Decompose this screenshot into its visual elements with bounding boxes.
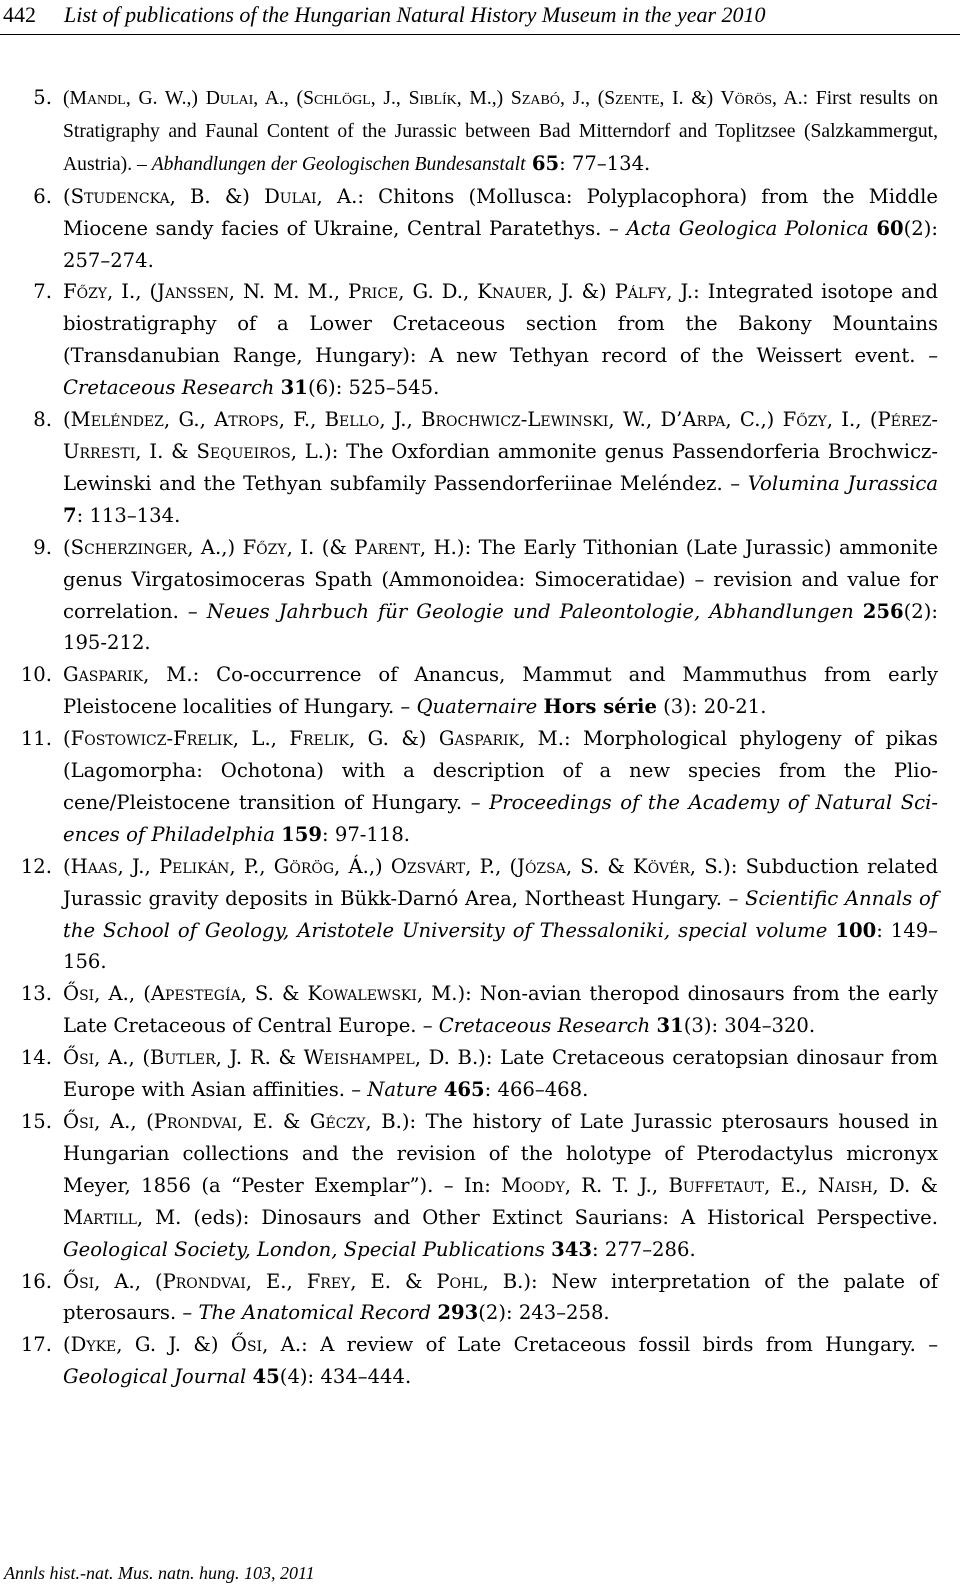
entry-title: : Morphological phylogeny of pikas (Lagomorpha: Ochotona) with a description of a new species from the Pliocene/Pleistocene transition of Hungary. – <box>63 727 938 814</box>
entry-title: : First results on Stratigraphy and Faunal Content of the Jurassic between Bad Mitterndorf and Toplitzsee (Salzkammergut, Austria). – <box>63 88 938 175</box>
entry-volume: 465 <box>443 1078 485 1102</box>
entry-pages: : 113–134. <box>76 503 181 527</box>
publication-entry-16 <box>0 1266 960 1330</box>
entry-journal: Geological Journal <box>63 1365 247 1389</box>
entry-volume: 7 <box>63 503 77 527</box>
entry-pages: : 466–468. <box>484 1078 589 1102</box>
header-rule <box>0 34 960 35</box>
entry-volume: 293 <box>437 1301 479 1325</box>
entry-journal: The Anatomical Record <box>198 1301 432 1325</box>
entry-authors: (Scherzinger, A.,) Főzy, I. (& Parent, H.) <box>63 535 465 559</box>
publication-entry-9 <box>0 532 960 660</box>
entry-authors: (Studencka, B. &) Dulai, A. <box>63 184 358 208</box>
entry-authors: Gasparik, M. <box>63 663 193 687</box>
entry-number: 17. <box>20 1333 52 1357</box>
entry-title: : Integrated isotope and biostratigraphy of a Lower Cretaceous section from the Bakony Mountains (Transdanubian Range, Hungary): A new Tethyan record of the Weissert event. – <box>63 280 938 368</box>
entry-journal: Proceedings of the Academy of Natural Sciences of Philadelphia <box>63 790 938 846</box>
publication-entry-7 <box>0 276 960 404</box>
entry-pages: (3): 304–320. <box>683 1014 816 1038</box>
entry-title: : The Early Tithonian (Late Jurassic) ammonite genus Virgatosimoceras Spath (Ammonoidea: Simoceratidae) – revision and value for correlation. – <box>63 535 938 623</box>
entry-pages: (2): 257–274. <box>63 216 938 272</box>
entry-journal: Volumina Jurassica <box>747 471 939 495</box>
entry-volume: 159 <box>281 822 323 846</box>
entry-number: 15. <box>20 1110 52 1133</box>
entry-number: 10. <box>20 663 52 687</box>
entry-title: : A review of Late Cretaceous fossil birds from Hungary. – <box>301 1333 939 1357</box>
page-header <box>0 0 960 40</box>
entry-volume: 100 <box>835 918 877 942</box>
entry-book-title: (eds): Dinosaurs and Other Extinct Saurians: A Historical Perspective. <box>181 1205 938 1229</box>
entry-journal: Nature <box>367 1078 438 1102</box>
entry-volume: 45 <box>252 1365 280 1389</box>
entry-title: : Non-avian theropod dinosaurs from the early Late Cretaceous of Central Europe. – <box>63 982 938 1038</box>
running-title: List of publications of the Hungarian Natural History Museum in the year 2010 <box>64 2 766 27</box>
publication-entry-5 <box>0 82 960 181</box>
publication-entry-15 <box>0 1106 960 1266</box>
entry-number: 5. <box>33 86 52 109</box>
entry-volume: 65 <box>531 151 560 175</box>
entry-number: 6. <box>33 184 52 208</box>
page-footer: Annls hist.-nat. Mus. natn. hung. 103, 2011 <box>4 1563 315 1583</box>
entry-title: : The Oxfordian ammonite genus Passendorferia Brochwicz-Lewinski and the Tethyan subfamily Passendorferiinae Meléndez. – <box>63 439 938 495</box>
entry-editors: Moody, R. T. J., Buffetaut, E., Naish, D. & Martill, M. <box>63 1173 938 1229</box>
entry-number: 9. <box>33 535 52 559</box>
entry-number: 7. <box>33 280 52 304</box>
entry-volume: 343 <box>551 1237 593 1261</box>
entry-authors: Ősi, A., (Apestegía, S. & Kowalewski, M.) <box>63 982 466 1006</box>
entry-pages: : 277–286. <box>592 1237 696 1261</box>
entry-title: : Co-occurrence of Anancus, Mammut and Mammuthus from early Pleistocene localities of Hungary. – <box>63 663 938 719</box>
publication-entry-8 <box>0 404 960 532</box>
entry-title: : Subduction related Jurassic gravity deposits in Bükk-Darnó Area, Northeast Hungary. – <box>63 854 938 910</box>
entry-title: : The history of Late Jurassic pterosaurs housed in Hungarian collections and the revision of the holotype of Pterodactylus micronyx Meyer, 1856 (a “Pester Exemplar”). – In: <box>63 1110 938 1197</box>
entry-number: 16. <box>20 1269 52 1293</box>
publication-entry-10 <box>0 659 960 723</box>
entry-journal: Acta Geologica Polonica <box>626 216 869 240</box>
page-number: 442 <box>3 2 36 27</box>
entry-journal: Neues Jahrbuch für Geologie und Paleontologie, Abhandlungen <box>206 599 854 623</box>
publication-entry-17 <box>0 1329 960 1393</box>
entry-authors: (Fostowicz-Frelik, L., Frelik, G. &) Gasparik, M. <box>63 727 564 751</box>
entry-journal: Geological Society, London, Special Publications <box>63 1237 545 1261</box>
publication-entry-13 <box>0 978 960 1042</box>
entry-title: : New interpretation of the palate of pterosaurs. – <box>63 1269 938 1325</box>
entry-number: 14. <box>20 1046 52 1070</box>
entry-authors: (Dyke, G. J. &) Ősi, A. <box>63 1333 302 1357</box>
entry-authors: (Haas, J., Pelikán, P., Görög, Á.,) Ozsvárt, P., (Józsa, S. & Kövér, S.) <box>63 854 731 878</box>
entry-journal: Scientific Annals of the School of Geology, Aristotele University of Thessaloniki, special volume <box>63 886 938 942</box>
publication-list <box>0 82 960 1393</box>
entry-authors: (Meléndez, G., Atrops, F., Bello, J., Brochwicz-Lewinski, W., D’Arpa, C.,) Főzy, I., (Pérez-Urresti, I. & Sequeiros, L.) <box>63 408 938 463</box>
entry-volume: 256 <box>862 599 904 623</box>
entry-number: 11. <box>20 727 52 751</box>
entry-title: : Late Cretaceous ceratopsian dinosaur from Europe with Asian affinities. – <box>63 1046 938 1102</box>
publication-entry-12 <box>0 851 960 979</box>
entry-pages: (2): 195-212. <box>63 599 938 655</box>
entry-authors: Ősi, A., (Prondvai, E. & Géczy, B.) <box>63 1110 410 1133</box>
publication-entry-6 <box>0 181 960 277</box>
entry-title: : Chitons (Mollusca: Polyplacophora) from the Middle Miocene sandy facies of Ukraine, Central Paratethys. – <box>63 184 938 240</box>
entry-pages: (6): 525–545. <box>307 376 440 400</box>
entry-volume: 31 <box>656 1014 684 1038</box>
entry-authors: Főzy, I., (Janssen, N. M. M., Price, G. D., Knauer, J. &) Pálfy, J. <box>63 280 694 304</box>
entry-number: 13. <box>20 982 52 1006</box>
entry-number: 8. <box>33 408 52 432</box>
entry-journal: Cretaceous Research <box>63 376 275 400</box>
entry-journal: Quaternaire <box>416 695 538 719</box>
publication-entry-14 <box>0 1042 960 1106</box>
entry-pages: (2): 243–258. <box>478 1301 610 1325</box>
entry-authors: Ősi, A., (Prondvai, E., Frey, E. & Pohl, B.) <box>63 1269 531 1293</box>
entry-number: 12. <box>20 854 52 878</box>
entry-journal: Cretaceous Research <box>438 1014 651 1038</box>
entry-pages: : 77–134. <box>559 151 651 175</box>
entry-volume: 60 <box>876 216 904 240</box>
entry-authors: (Mandl, G. W.,) Dulai, A., (Schlögl, J., Siblík, M.,) Szabó, J., (Szente, I. &) Vörös, A. <box>63 88 803 109</box>
entry-journal: Abhandlungen der Geologischen Bundesanstalt <box>151 153 526 175</box>
entry-pages: (3): 20-21. <box>656 695 767 719</box>
entry-volume: 31 <box>280 376 308 400</box>
entry-authors: Ősi, A., (Butler, J. R. & Weishampel, D. B.) <box>63 1046 486 1070</box>
publication-entry-11 <box>0 723 960 851</box>
entry-volume: Hors série <box>543 695 657 719</box>
entry-pages: : 149–156. <box>63 918 938 974</box>
entry-pages: : 97-118. <box>322 822 411 846</box>
entry-pages: (4): 434–444. <box>279 1365 412 1389</box>
